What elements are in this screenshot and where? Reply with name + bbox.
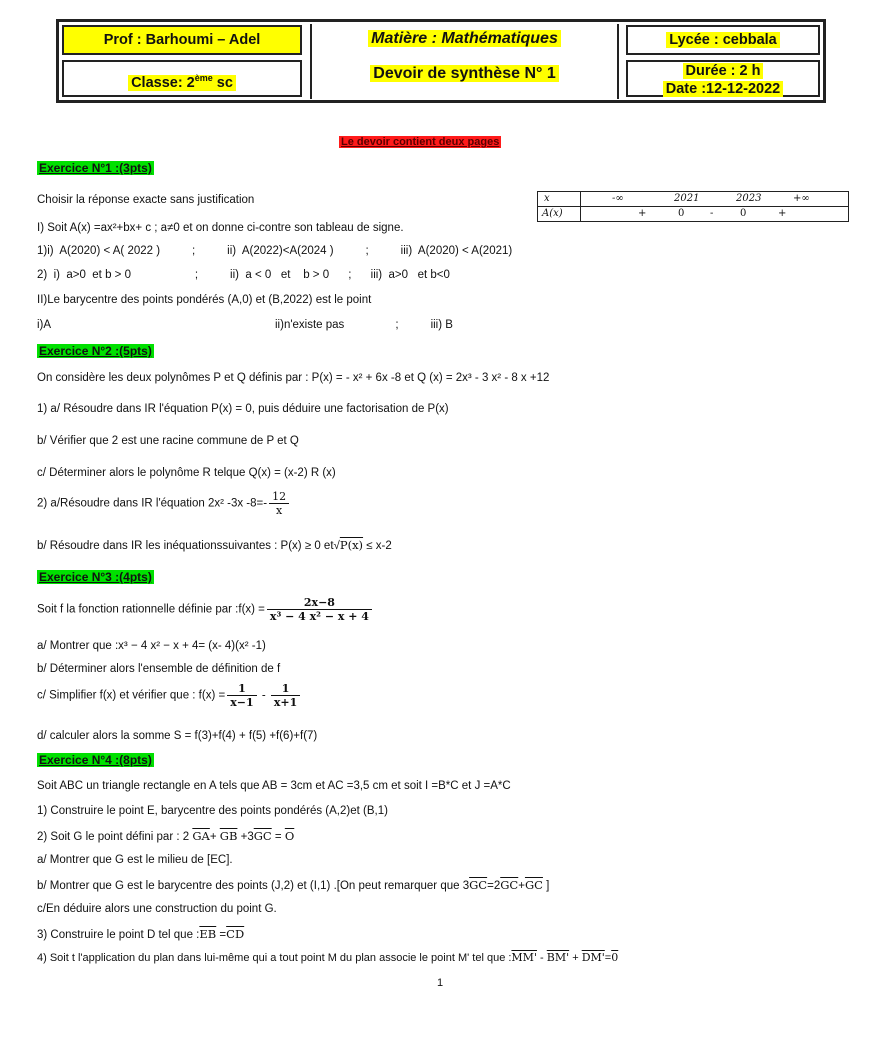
f-frac-den: x³ − 4 x² − x + 4 (269, 610, 369, 623)
vec-gc: $\overline{GC}$ (253, 829, 272, 843)
ex3-line-1-text: Soit f la fonction rationnelle définie par :f(x) = (37, 603, 265, 616)
subject-title: Matière : Mathématiques (368, 30, 561, 47)
exercise-1-title (37, 161, 154, 175)
duration-cell (626, 60, 820, 97)
vec-gc-1: $\overline{GC}$ (469, 878, 488, 892)
vec-mm: MM' (511, 951, 537, 964)
vec-dm: DM' (581, 951, 605, 964)
exam-date: Date :12-12-2022 (663, 81, 783, 97)
ex2-line-2: 1) a/ Résoudre dans IR l'équation P(x) = 0, puis déduire une factorisation de P(x) (37, 403, 449, 415)
ex3-line-4 (37, 682, 302, 709)
f-fraction (267, 596, 372, 623)
ex4-line-8a: 4) Soit t l'application du plan dans lui-même qui a tout point M du plan associe le point M' tel que : (37, 952, 512, 964)
frac-2 (271, 682, 300, 709)
ex3-line-4-text: c/ Simplifier f(x) et vérifier que : f(x) = (37, 689, 226, 702)
teacher-cell (62, 25, 302, 55)
ex2-line-5-text: 2) a/Résoudre dans IR l'équation 2x² -3x -8=- (37, 497, 268, 510)
page-number: 1 (437, 977, 444, 989)
header-table (56, 19, 826, 103)
school-cell (626, 25, 820, 55)
ex4-line-3 (37, 829, 294, 843)
school-name: Lycée : cebbala (666, 32, 779, 48)
teacher-name: Prof : Barhoumi – Adel (103, 32, 261, 48)
ex2-fraction (269, 490, 289, 517)
ex4-line-8c: + (569, 952, 582, 964)
sign-minus: - (710, 208, 714, 219)
ex3-line-3: b/ Déterminer alors l'ensemble de définition de f (37, 663, 281, 675)
vec-gb: $\overline{GB}$ (219, 829, 238, 843)
exercise-4-title (37, 753, 154, 767)
exercise-3-title (37, 570, 154, 584)
ex1-line-6a: i)A (37, 319, 52, 331)
ex4-line-7a: 3) Construire le point D tel que : (37, 929, 200, 941)
sign-plus-inf: +∞ (793, 193, 810, 204)
ex4-line-3b: + (209, 831, 220, 843)
ex4-line-3c: +3 (237, 831, 254, 843)
ex4-line-8b: - (536, 952, 547, 964)
pages-note: Le devoir contient deux pages (341, 136, 500, 148)
class-prefix: Classe: 2 (131, 74, 195, 91)
sqrt-symbol: √ (333, 540, 340, 552)
ex4-line-8 (37, 951, 618, 964)
ex2-line-5 (37, 490, 291, 517)
ex4-line-7b: = (216, 929, 227, 941)
ex2-line-3: b/ Vérifier que 2 est une racine commune de P et Q (37, 435, 299, 447)
vec-o: $\overline{O}$ (284, 829, 295, 843)
sign-zero-2: 0 (740, 208, 747, 219)
sign-table-row-x (538, 192, 848, 207)
sqrt-radicand: P(x) (339, 538, 364, 552)
subject-cell (310, 24, 619, 99)
vec-zero: 0 (611, 951, 619, 964)
ex1-line-5: II)Le barycentre des points pondérés (A,0) et (B,2022) est le point (37, 294, 372, 306)
vec-gc-2: $\overline{GC}$ (500, 878, 519, 892)
frac-minus: - (258, 689, 269, 702)
class-label (128, 75, 236, 91)
ex2-line-6 (37, 538, 392, 552)
ex2-line-6-tail: ≤ x-2 (363, 540, 392, 552)
ex1-line-1: Choisir la réponse exacte sans justification (37, 194, 255, 206)
ex2-frac-num: 12 (269, 490, 289, 504)
vec-gc-3: $\overline{GC}$ (524, 878, 543, 892)
sign-ax-label: A(x) (542, 208, 563, 219)
ex4-line-2: 1) Construire le point E, barycentre des points pondérés (A,2)et (B,1) (37, 805, 388, 817)
vec-eb: $\overline{EB}$ (199, 927, 217, 941)
exercise-4-label: Exercice N°4 :(8pts) (39, 753, 152, 767)
ex4-line-5c: + (518, 880, 525, 892)
vec-cd: $\overline{CD}$ (226, 927, 245, 941)
class-cell (62, 60, 302, 97)
ex1-line-4: 2) i) a>0 et b > 0 ; ii) a < 0 et b > 0 ; iii) a>0 et b<0 (37, 269, 450, 281)
sign-table-row-a (538, 207, 848, 221)
sign-zero-1: 0 (678, 208, 685, 219)
ex3-line-1 (37, 596, 374, 623)
ex2-frac-den: x (275, 504, 283, 517)
ex4-line-7 (37, 927, 244, 941)
ex4-line-5b: =2 (487, 880, 501, 892)
ex2-line-4: c/ Déterminer alors le polynôme R telque Q(x) = (x-2) R (x) (37, 467, 336, 479)
ex4-line-3a: 2) Soit G le point défini par : 2 (37, 831, 193, 843)
vec-bm: BM' (546, 951, 570, 964)
frac-2-num: 1 (271, 682, 300, 696)
exercise-1-label: Exercice N°1 :(3pts) (39, 161, 152, 175)
exercise-3-label: Exercice N°3 :(4pts) (39, 570, 152, 584)
sign-table (537, 191, 849, 222)
ex4-line-6: c/En déduire alors une construction du point G. (37, 903, 277, 915)
ex4-line-5a: b/ Montrer que G est le barycentre des points (J,2) et (I,1) .[On peut remarquer que 3 (37, 880, 470, 892)
ex1-line-3: 1)i) A(2020) < A( 2022 ) ; ii) A(2022)<A(2024 ) ; iii) A(2020) < A(2021) (37, 245, 513, 257)
sign-root-1: 2021 (674, 193, 700, 204)
ex3-line-2: a/ Montrer que :x³ − 4 x² − x + 4= (x- 4)(x² -1) (37, 640, 266, 652)
sign-plus-1: + (638, 208, 647, 219)
sign-plus-2: + (778, 208, 787, 219)
ex2-line-1: On considère les deux polynômes P et Q définis par : P(x) = - x² + 6x -8 et Q (x) = 2x³ - 3 x² - 8 x +12 (37, 372, 550, 384)
class-suffix: sc (212, 74, 233, 91)
exercise-2-title (37, 344, 154, 358)
ex2-line-6-text: b/ Résoudre dans IR les inéquationssuivantes : P(x) ≥ 0 et (37, 540, 334, 552)
duration: Durée : 2 h (683, 63, 764, 79)
ex4-line-1: Soit ABC un triangle rectangle en A tels que AB = 3cm et AC =3,5 cm et soit I =B*C et J =A*C (37, 780, 511, 792)
ex4-line-8d: = (604, 952, 612, 964)
sign-minus-inf: -∞ (612, 193, 624, 204)
ex1-line-2: I) Soit A(x) =ax²+bx+ c ; a≠0 et on donne ci-contre son tableau de signe. (37, 222, 404, 234)
ex4-line-5d: ] (542, 880, 550, 892)
ex3-line-5: d/ calculer alors la somme S = f(3)+f(4) + f(5) +f(6)+f(7) (37, 730, 318, 742)
ex4-line-5 (37, 878, 549, 892)
ex4-line-4: a/ Montrer que G est le milieu de [EC]. (37, 854, 233, 866)
frac-2-den: x+1 (273, 696, 298, 709)
exercise-2-label: Exercice N°2 :(5pts) (39, 344, 152, 358)
exam-title: Devoir de synthèse N° 1 (370, 65, 558, 82)
vec-ga: $\overline{GA}$ (192, 829, 210, 843)
class-sup: ème (194, 73, 213, 83)
frac-1-den: x−1 (230, 696, 254, 709)
sign-x-label: x (544, 193, 550, 204)
ex4-line-3d: = (271, 831, 285, 843)
sign-root-2: 2023 (736, 193, 762, 204)
frac-1-num: 1 (227, 682, 256, 696)
ex1-line-6b: ii)n'existe pas ; iii) B (275, 319, 453, 331)
frac-1 (227, 682, 256, 709)
f-frac-num: 2x−8 (267, 596, 372, 610)
